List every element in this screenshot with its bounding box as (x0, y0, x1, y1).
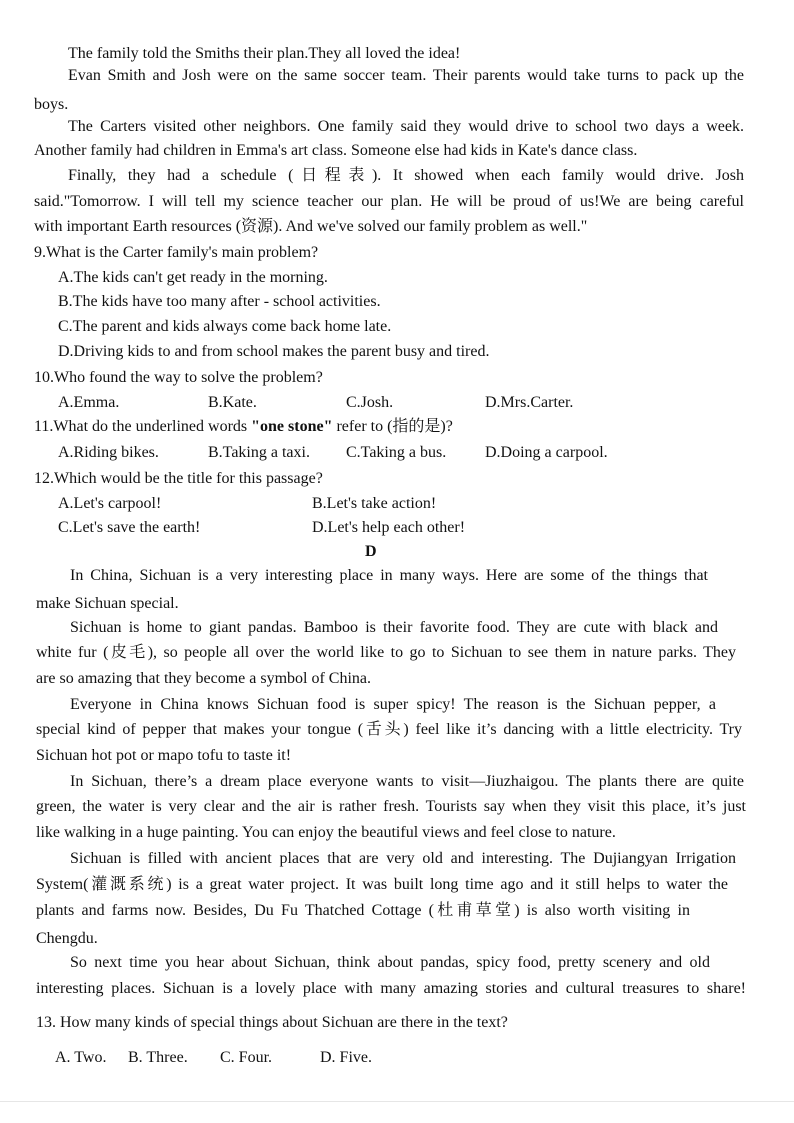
q10-option-b: B.Kate. (208, 394, 257, 411)
q13-option-b: B. Three. (128, 1049, 188, 1066)
q10-option-d: D.Mrs.Carter. (485, 394, 574, 411)
passage-c-p3-line1: The Carters visited other neighbors. One family said they would drive to school two days a week. (68, 118, 744, 135)
q13-stem: 13. How many kinds of special things about Sichuan are there in the text? (36, 1014, 508, 1031)
passage-d-p4-line1: In Sichuan, there’s a dream place everyone wants to visit—Jiuzhaigou. The plants there are quite (70, 773, 744, 790)
q12-option-b: B.Let's take action! (312, 495, 437, 512)
passage-d-p3-line2: special kind of pepper that makes your tongue (舌头) feel like it’s dancing with a little electricity. Try (36, 721, 742, 738)
q11-option-b: B.Taking a taxi. (208, 444, 310, 461)
passage-d-p5-line4: Chengdu. (36, 930, 98, 947)
passage-d-p5-line1: Sichuan is filled with ancient places that are very old and interesting. The Dujiangyan Irrigation (70, 850, 736, 867)
passage-d-p2-line1: Sichuan is home to giant pandas. Bamboo is their favorite food. They are cute with black and (70, 619, 718, 636)
q12-option-d: D.Let's help each other! (312, 519, 466, 536)
q9-option-d: D.Driving kids to and from school makes the parent busy and tired. (58, 343, 490, 360)
q10-option-a: A.Emma. (58, 394, 120, 411)
q11-option-c: C.Taking a bus. (346, 444, 447, 461)
q12-option-c: C.Let's save the earth! (58, 519, 201, 536)
passage-d-p4-line3: like walking in a huge painting. You can enjoy the beautiful views and feel close to nature. (36, 824, 616, 841)
passage-c-p3-line2: Another family had children in Emma's art class. Someone else had kids in Kate's dance class. (34, 142, 638, 159)
q11-stem-keyword: "one stone" (251, 418, 333, 435)
q11-option-d: D.Doing a carpool. (485, 444, 608, 461)
q12-option-a: A.Let's carpool! (58, 495, 162, 512)
q13-option-c: C. Four. (220, 1049, 273, 1066)
q11-stem (34, 417, 453, 437)
passage-d-p2-line3: are so amazing that they become a symbol of China. (36, 670, 372, 687)
page-bottom-divider (0, 1101, 794, 1102)
passage-d-p6-line2: interesting places. Sichuan is a lovely place with many amazing stories and cultural treasures to share! (36, 980, 746, 997)
passage-d-p4-line2: green, the water is very clear and the air is rather fresh. Tourists say when they visit this place, it’s just (36, 798, 746, 815)
passage-d-p1-line2: make Sichuan special. (36, 595, 179, 612)
passage-d-p3-line1: Everyone in China knows Sichuan food is super spicy! The reason is the Sichuan pepper, a (70, 696, 716, 713)
passage-d-p5-line3: plants and farms now. Besides, Du Fu Thatched Cottage (杜甫草堂) is also worth visiting in (36, 902, 690, 919)
q10-stem: 10.Who found the way to solve the problem? (34, 369, 323, 386)
q11-stem-pre: 11.What do the underlined words (34, 418, 252, 435)
passage-d-heading: D (365, 543, 377, 560)
passage-d-p3-line3: Sichuan hot pot or mapo tofu to taste it! (36, 747, 292, 764)
q11-option-a: A.Riding bikes. (58, 444, 159, 461)
passage-d-p5-line2: System(灌溉系统) is a great water project. It was built long time ago and it still helps to water the (36, 876, 728, 893)
q9-stem: 9.What is the Carter family's main problem? (34, 244, 319, 261)
passage-c-p4-line3: with important Earth resources (资源). And we've solved our family problem as well." (34, 218, 588, 235)
q9-option-a: A.The kids can't get ready in the morning. (58, 269, 328, 286)
passage-c-p1: The family told the Smiths their plan.They all loved the idea! (68, 45, 461, 62)
q9-option-b: B.The kids have too many after - school activities. (58, 293, 381, 310)
passage-c-p2-line1: Evan Smith and Josh were on the same soccer team. Their parents would take turns to pack up the (68, 67, 744, 84)
passage-d-p2-line2: white fur (皮毛), so people all over the world like to go to Sichuan to see them in nature parks. They (36, 644, 736, 661)
passage-d-p1-line1: In China, Sichuan is a very interesting place in many ways. Here are some of the things that (70, 567, 708, 584)
q12-stem: 12.Which would be the title for this passage? (34, 470, 323, 487)
passage-c-p2-line2: boys. (34, 96, 69, 113)
q13-option-d: D. Five. (320, 1049, 372, 1066)
passage-c-p4-line1: Finally, they had a schedule (日程表). It showed when each family would drive. Josh (68, 167, 744, 184)
passage-c-p4-line2: said."Tomorrow. I will tell my science teacher our plan. He will be proud of us!We are being careful (34, 193, 744, 210)
passage-d-p6-line1: So next time you hear about Sichuan, think about pandas, spicy food, pretty scenery and old (70, 954, 710, 971)
q9-option-c: C.The parent and kids always come back home late. (58, 318, 392, 335)
q10-option-c: C.Josh. (346, 394, 394, 411)
q11-stem-post: refer to (指的是)? (332, 418, 453, 435)
q13-option-a: A. Two. (55, 1049, 107, 1066)
